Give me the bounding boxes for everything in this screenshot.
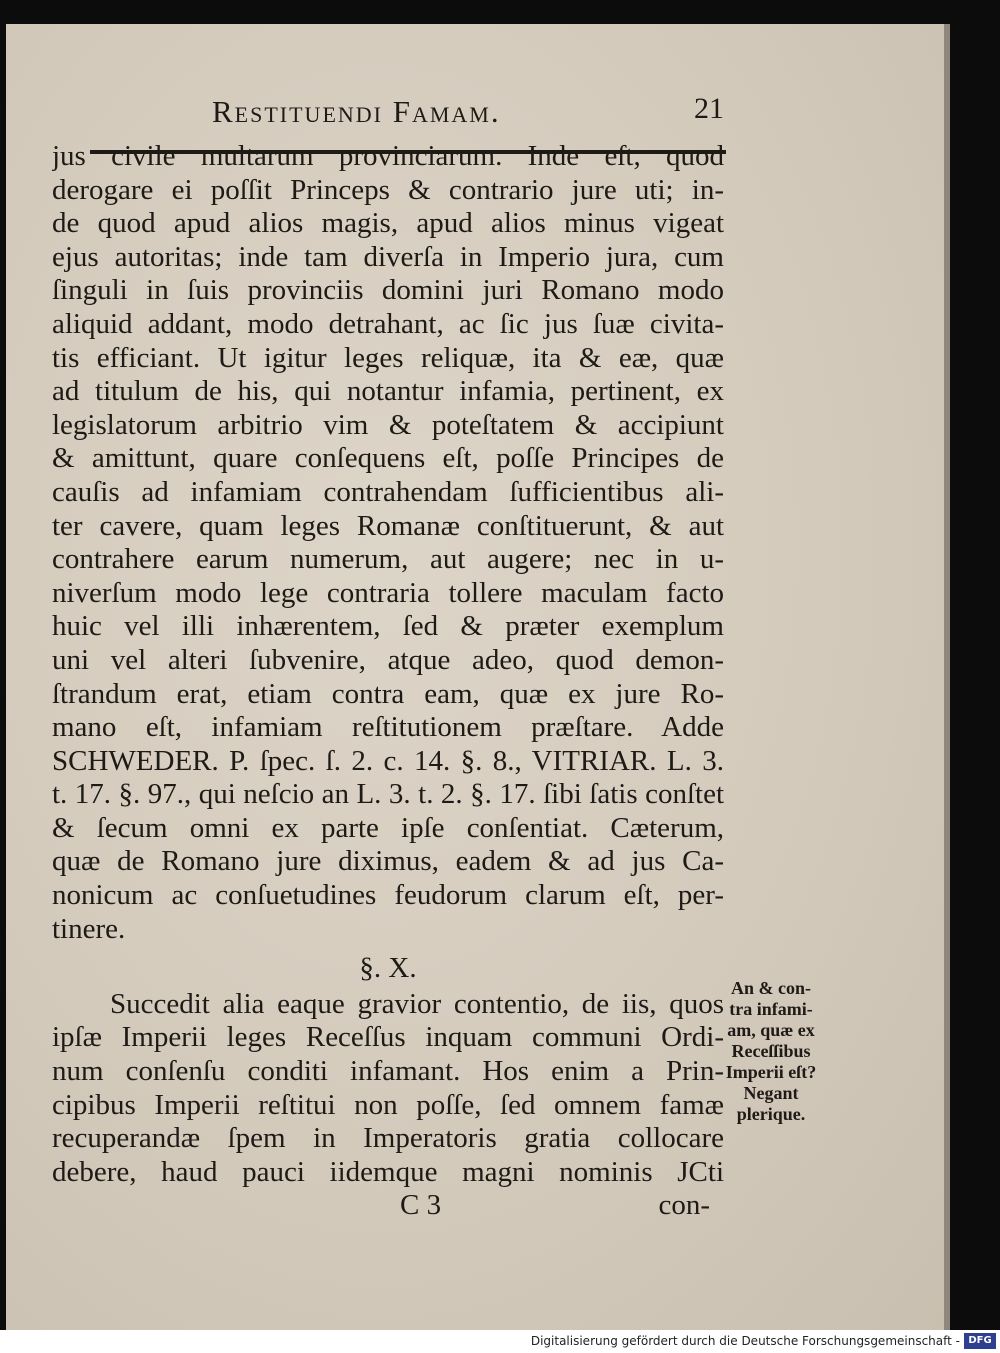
main-text bbox=[52, 140, 724, 1223]
text-line: ad titulum de his, qui notantur infamia, pertinent, ex bbox=[52, 375, 724, 408]
catchword: con- bbox=[658, 1189, 710, 1222]
marginal-note-line: Imperii eſt? bbox=[725, 1062, 817, 1082]
marginal-note bbox=[716, 978, 826, 1125]
text-line: quæ de Romano jure diximus, eadem & ad jus Ca- bbox=[52, 845, 724, 878]
text-line: ipſæ Imperii leges Receſſus inquam communi Ordi- bbox=[52, 1021, 724, 1054]
text-line: ſtrandum erat, etiam contra eam, quæ ex jure Ro- bbox=[52, 677, 724, 710]
section-heading: §. X. bbox=[359, 952, 417, 985]
signature-mark: C 3 bbox=[400, 1189, 442, 1222]
text-line: t. 17. §. 97., qui neſcio an L. 3. t. 2. §. 17. ſibi ſatis conſtet bbox=[52, 778, 724, 811]
text-line: uni vel alteri ſubvenire, atque adeo, quod demon- bbox=[52, 643, 724, 676]
funding-credit: Digitalisierung gefördert durch die Deutsche Forschungsgemeinschaft - bbox=[530, 1334, 960, 1348]
marginal-note-line: Receſſibus bbox=[731, 1041, 811, 1061]
text-line: legislatorum arbitrio vim & poteſtatem & accipiunt bbox=[52, 408, 724, 441]
marginal-note-line: plerique. bbox=[736, 1104, 806, 1124]
text-line: aliquid addant, modo detrahant, ac ſic jus ſuæ civita- bbox=[52, 307, 724, 340]
text-line: & ſecum omni ex parte ipſe conſentiat. Cæterum, bbox=[52, 811, 724, 844]
text-line: ejus autoritas; inde tam diverſa in Imperio jura, cum bbox=[52, 240, 724, 273]
text-line: derogare ei poſſit Princeps & contrario jure uti; in- bbox=[52, 173, 724, 206]
marginal-note-line: Negant bbox=[743, 1083, 799, 1103]
text-line: jus civile multarum provinciarum. Inde eſt, quod bbox=[52, 140, 724, 172]
text-line: Succedit alia eaque gravior contentio, de iis, quos bbox=[110, 987, 724, 1020]
book-page bbox=[6, 24, 944, 1330]
signature-line bbox=[52, 1189, 724, 1223]
text-line: SCHWEDER. P. ſpec. ſ. 2. c. 14. §. 8., VITRIAR. L. 3. bbox=[52, 744, 724, 777]
text-line: recuperandæ ſpem in Imperatoris gratia collocare bbox=[52, 1122, 724, 1155]
text-line: contrahere earum numerum, aut augere; nec in u- bbox=[52, 543, 724, 576]
text-line: mano eſt, infamiam reſtitutionem præſtare. Adde bbox=[52, 711, 724, 744]
running-title: Restituendi Famam. bbox=[212, 94, 501, 129]
text-line: debere, haud pauci iidemque magni nominis JCti bbox=[52, 1155, 724, 1188]
dfg-logo: DFG bbox=[964, 1333, 996, 1349]
text-line: ter cavere, quam leges Romanæ conſtituerunt, & aut bbox=[52, 509, 724, 542]
text-line: cipibus Imperii reſtitui non poſſe, ſed omnem famæ bbox=[52, 1088, 724, 1121]
text-line: niverſum modo lege contraria tollere maculam facto bbox=[52, 576, 724, 609]
text-line: huic vel illi inhærentem, ſed & præter exemplum bbox=[52, 610, 724, 643]
marginal-note-line: An & con- bbox=[731, 978, 811, 998]
footer-bar bbox=[0, 1330, 1000, 1353]
page-number: 21 bbox=[694, 92, 724, 125]
marginal-note-line: am, quæ ex bbox=[727, 1020, 815, 1040]
marginal-note-line: tra infami- bbox=[729, 999, 813, 1019]
text-line: ſinguli in ſuis provinciis domini juri Romano modo bbox=[52, 274, 724, 307]
page-edge bbox=[944, 24, 950, 1330]
text-line: num conſenſu conditi infamant. Hos enim a Prin- bbox=[52, 1055, 724, 1088]
text-line: tinere. bbox=[52, 912, 126, 945]
text-line: tis efficiant. Ut igitur leges reliquæ, ita & eæ, quæ bbox=[52, 341, 724, 374]
text-line: nonicum ac conſuetudines feudorum clarum eſt, per- bbox=[52, 879, 724, 912]
text-line: de quod apud alios magis, apud alios minus vigeat bbox=[52, 207, 724, 240]
text-line: cauſis ad infamiam contrahendam ſufficientibus ali- bbox=[52, 475, 724, 508]
text-line: & amittunt, quare conſequens eſt, poſſe Principes de bbox=[52, 442, 724, 475]
